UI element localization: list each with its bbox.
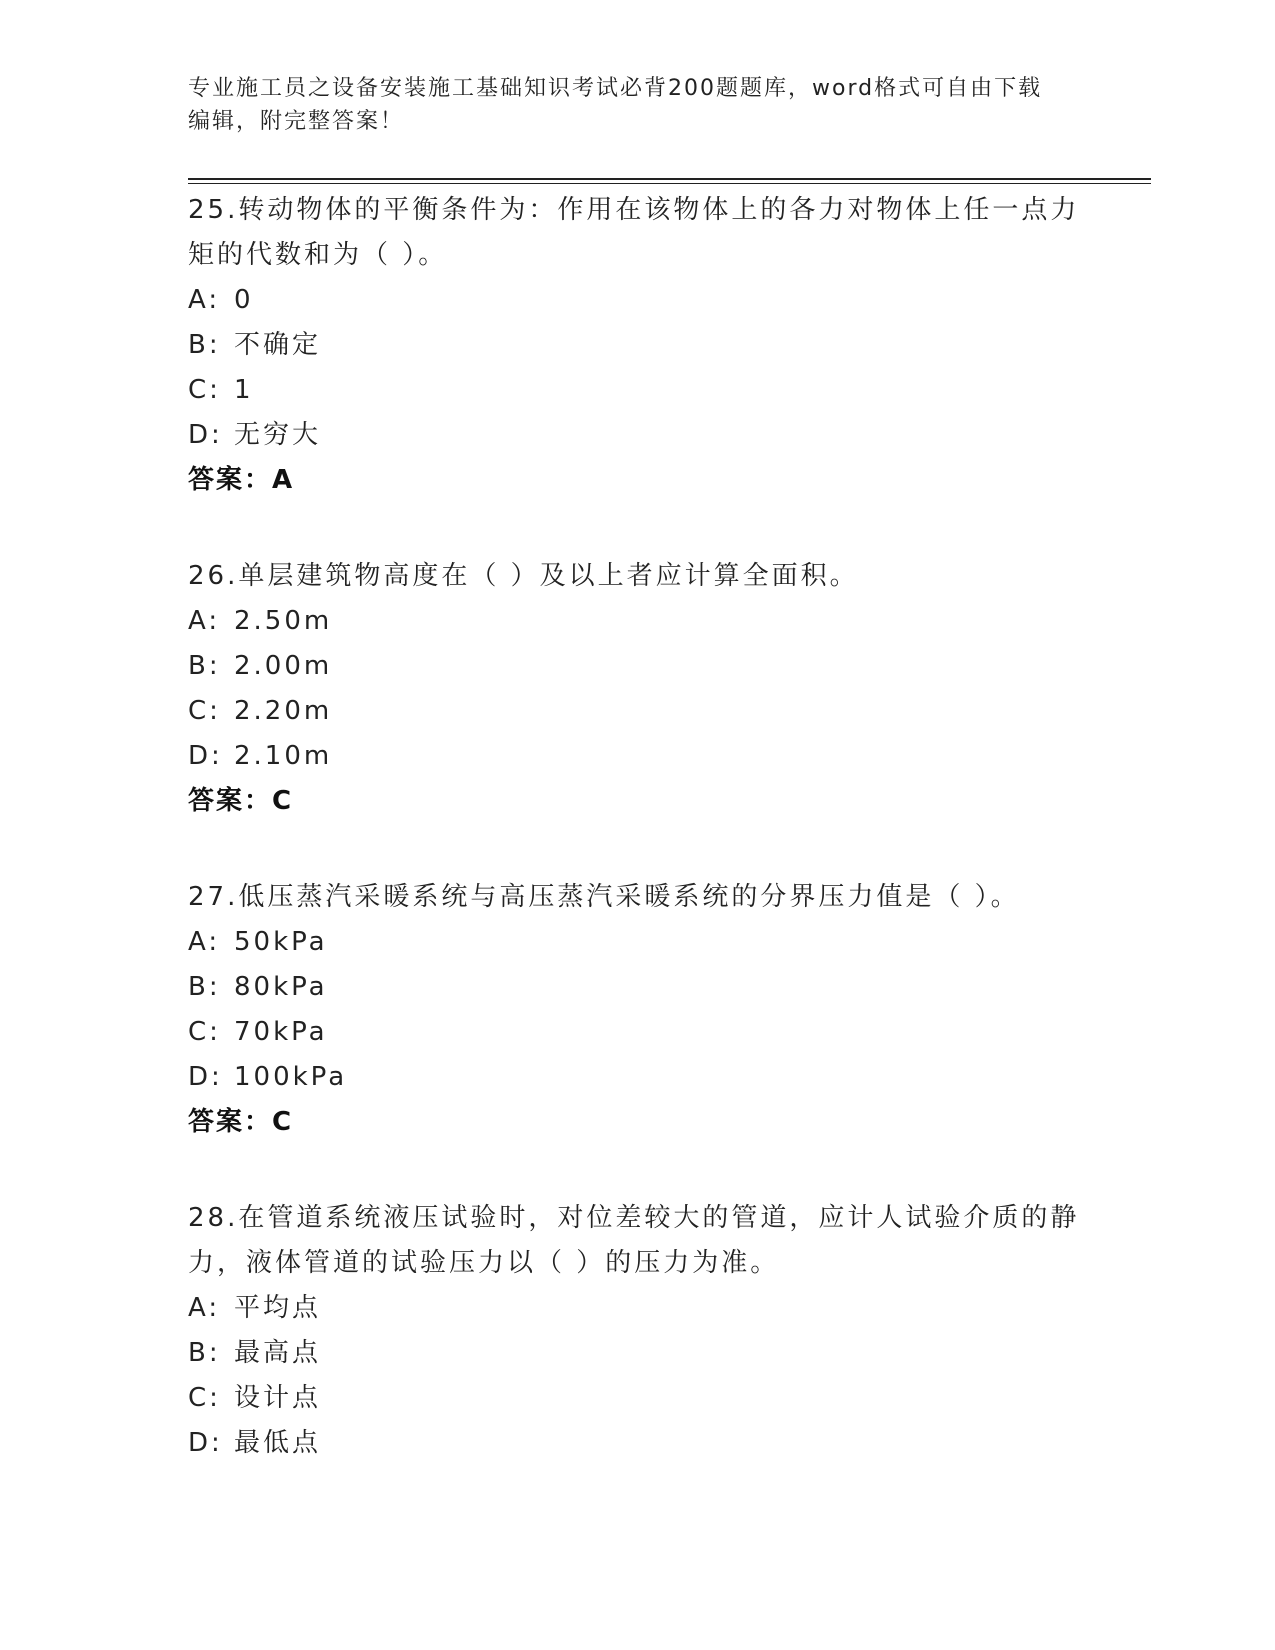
document-header: [188, 72, 1088, 138]
option-letter: A:: [188, 1293, 221, 1323]
option-a: [188, 1286, 1088, 1331]
question-text-line: 力，液体管道的试验压力以（ ）的压力为准。: [188, 1248, 780, 1278]
question-25: [188, 188, 1088, 503]
option-b: [188, 965, 1088, 1010]
option-text: 80kPa: [234, 972, 328, 1002]
option-text: 最高点: [234, 1338, 322, 1368]
question-text-line: 矩的代数和为（ ）。: [188, 240, 448, 270]
option-letter: A:: [188, 606, 221, 636]
header-divider-thick: [188, 178, 1151, 180]
option-text: 设计点: [234, 1383, 322, 1413]
option-c: [188, 1010, 1088, 1055]
option-text: 2.20m: [234, 696, 333, 726]
question-text-line: 26.单层建筑物高度在（ ）及以上者应计算全面积。: [188, 561, 859, 591]
option-d: [188, 1421, 1088, 1466]
question-text-line: 28.在管道系统液压试验时，对位差较大的管道，应计人试验介质的静: [188, 1203, 1080, 1233]
option-letter: C:: [188, 696, 221, 726]
option-d: [188, 734, 1088, 779]
question-list: [188, 188, 1088, 1517]
option-text: 不确定: [234, 330, 322, 360]
option-d: [188, 413, 1088, 458]
option-b: [188, 1331, 1088, 1376]
option-letter: B:: [188, 972, 221, 1002]
option-a: [188, 920, 1088, 965]
question-27: [188, 875, 1088, 1145]
question-26: [188, 554, 1088, 824]
question-text-line: 27.低压蒸汽采暖系统与高压蒸汽采暖系统的分界压力值是（ ）。: [188, 882, 1020, 912]
option-text: 2.10m: [234, 741, 333, 771]
option-c: [188, 368, 1088, 413]
option-text: 最低点: [234, 1428, 322, 1458]
option-letter: C:: [188, 1383, 221, 1413]
option-text: 1: [234, 375, 254, 405]
option-c: [188, 689, 1088, 734]
option-letter: D:: [188, 420, 223, 450]
option-text: 100kPa: [234, 1062, 348, 1092]
option-text: 0: [234, 285, 254, 315]
answer-line: 答案：A: [188, 465, 295, 495]
option-letter: B:: [188, 330, 221, 360]
option-a: [188, 599, 1088, 644]
option-letter: C:: [188, 375, 221, 405]
header-line-1: 专业施工员之设备安装施工基础知识考试必背200题题库，word格式可自由下载: [188, 76, 1043, 101]
option-letter: A:: [188, 285, 221, 315]
option-d: [188, 1055, 1088, 1100]
option-letter: B:: [188, 651, 221, 681]
option-b: [188, 323, 1088, 368]
question-28: [188, 1196, 1088, 1466]
answer-line: 答案：C: [188, 1107, 294, 1137]
option-text: 无穷大: [234, 420, 322, 450]
option-text: 50kPa: [234, 927, 328, 957]
header-divider-thin: [188, 183, 1151, 184]
option-c: [188, 1376, 1088, 1421]
option-text: 70kPa: [234, 1017, 328, 1047]
option-letter: D:: [188, 1428, 223, 1458]
header-line-2: 编辑，附完整答案！: [188, 109, 405, 134]
option-letter: A:: [188, 927, 221, 957]
answer-line: 答案：C: [188, 786, 294, 816]
option-letter: B:: [188, 1338, 221, 1368]
option-text: 平均点: [234, 1293, 322, 1323]
option-text: 2.50m: [234, 606, 333, 636]
question-text-line: 25.转动物体的平衡条件为：作用在该物体上的各力对物体上任一点力: [188, 195, 1080, 225]
option-a: [188, 278, 1088, 323]
option-letter: D:: [188, 1062, 223, 1092]
option-letter: C:: [188, 1017, 221, 1047]
option-b: [188, 644, 1088, 689]
option-text: 2.00m: [234, 651, 333, 681]
option-letter: D:: [188, 741, 223, 771]
